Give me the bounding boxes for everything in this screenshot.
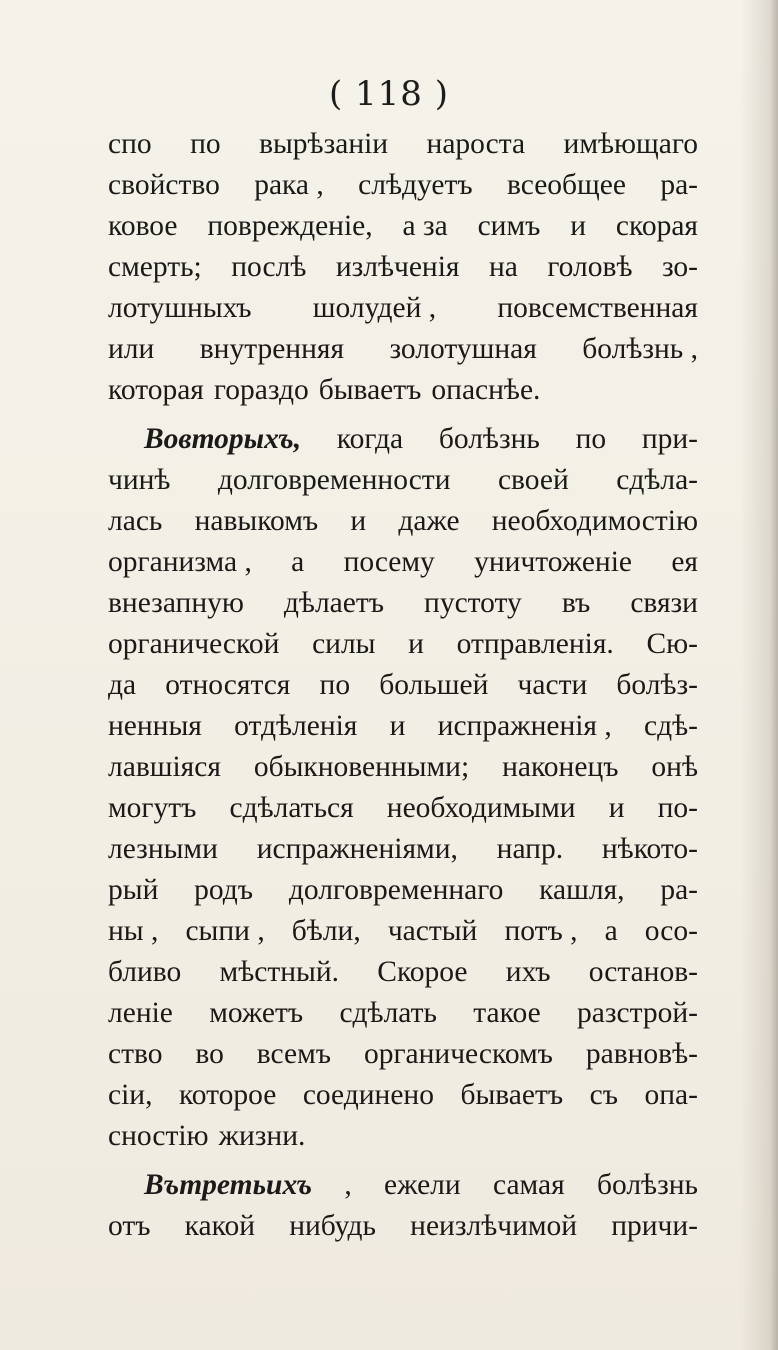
word: болѣз- — [616, 669, 698, 701]
word: сыпи , — [185, 915, 265, 947]
word: отдѣленія — [234, 710, 358, 742]
word: золотушная — [389, 333, 537, 365]
word: связи — [630, 587, 698, 619]
word: испражненія , — [437, 710, 612, 742]
text-line — [108, 993, 698, 1034]
word: своей — [497, 464, 569, 496]
word: нароста — [426, 128, 526, 160]
word: съ — [589, 1079, 618, 1111]
word: нѣкото- — [601, 833, 698, 865]
text-line — [108, 952, 698, 993]
text-line — [108, 288, 698, 329]
word: самая — [492, 1169, 565, 1201]
paragraph-gap — [108, 411, 698, 419]
word: ковое — [108, 210, 178, 242]
word: кашля, — [539, 874, 625, 906]
word: неизлѣчимой — [410, 1210, 578, 1242]
text-line — [108, 583, 698, 624]
text-line — [108, 370, 698, 411]
word: могутъ — [108, 792, 197, 824]
word: внутренняя — [199, 333, 345, 365]
text-line — [108, 165, 698, 206]
text-line — [108, 706, 698, 747]
word: по — [319, 669, 351, 701]
word: имѣющаго — [563, 128, 698, 160]
word: части — [517, 669, 588, 701]
word: а — [291, 546, 305, 578]
text-line — [108, 788, 698, 829]
page-number: ( 118 ) — [328, 74, 450, 114]
word: разстрой- — [577, 997, 698, 1029]
word: отъ — [108, 1210, 151, 1242]
text-line — [108, 206, 698, 247]
word: послѣ — [231, 251, 307, 283]
word: ра- — [660, 169, 698, 201]
word: долговременности — [217, 464, 451, 496]
word: скорая — [615, 210, 698, 242]
word: причи- — [611, 1210, 698, 1242]
word: и — [608, 792, 625, 824]
word: такое — [473, 997, 541, 1029]
word: необходимыми — [386, 792, 576, 824]
word: зо- — [661, 251, 698, 283]
word: пустоту — [424, 587, 522, 619]
word: повсемственная — [497, 292, 698, 324]
word: болѣзнь , — [582, 333, 698, 365]
text-line — [108, 624, 698, 665]
word: , — [344, 1169, 352, 1201]
word: всемъ — [256, 1038, 332, 1070]
word: шолудей , — [312, 292, 437, 324]
word: спо — [108, 128, 152, 160]
word: или — [108, 333, 155, 365]
word: по — [575, 423, 607, 455]
word: а за — [402, 210, 448, 242]
word: можетъ — [209, 997, 304, 1029]
text-line — [108, 247, 698, 288]
word: чинѣ — [108, 464, 171, 496]
word: соединено — [302, 1079, 434, 1111]
word: обыкновенными; — [253, 751, 470, 783]
word: болѣзнь — [438, 423, 540, 455]
word: которая — [108, 374, 204, 406]
word: организма , — [108, 546, 252, 578]
word: гораздо — [213, 374, 309, 406]
word: долговременнаго — [288, 874, 504, 906]
word: сдѣлаться — [229, 792, 354, 824]
word: необходимостію — [491, 505, 698, 537]
word: сдѣла- — [616, 464, 698, 496]
word: слѣдуетъ — [358, 169, 473, 201]
word: равновѣ- — [585, 1038, 698, 1070]
word: органическомъ — [363, 1038, 553, 1070]
word: даже — [398, 505, 460, 537]
word: относятся — [165, 669, 291, 701]
word: посему — [343, 546, 435, 578]
word: осо- — [644, 915, 698, 947]
word: нибудь — [289, 1210, 377, 1242]
word: наконецъ — [502, 751, 619, 783]
word: потъ , — [504, 915, 578, 947]
word: во — [195, 1038, 224, 1070]
text-line — [108, 911, 698, 952]
word: Сю- — [646, 628, 698, 660]
word: а — [604, 915, 618, 947]
word: сдѣ- — [644, 710, 698, 742]
word: навыкомъ — [194, 505, 319, 537]
word: рый — [108, 874, 159, 906]
word: сіи, — [108, 1079, 153, 1111]
word: дѣлаетъ — [283, 587, 385, 619]
word: лезными — [108, 833, 218, 865]
word: ежели — [383, 1169, 461, 1201]
word: ство — [108, 1038, 163, 1070]
text-line — [108, 1206, 698, 1247]
text-line — [108, 747, 698, 788]
text-line — [108, 460, 698, 501]
word: какой — [184, 1210, 256, 1242]
word: по- — [657, 792, 698, 824]
word: испражненіями, — [256, 833, 458, 865]
word: напр. — [496, 833, 564, 865]
word: излѣченія — [335, 251, 460, 283]
word: головѣ — [547, 251, 633, 283]
word: которое — [178, 1079, 277, 1111]
word: леніе — [108, 997, 173, 1029]
text-line — [108, 1165, 698, 1206]
word: рака , — [254, 169, 324, 201]
word: бываетъ — [318, 374, 422, 406]
text-line — [108, 870, 698, 911]
word: въ — [561, 587, 591, 619]
word: симъ — [477, 210, 541, 242]
word: сностію — [108, 1120, 209, 1152]
word: бѣли, — [291, 915, 361, 947]
text-line — [108, 829, 698, 870]
word: органической — [108, 628, 280, 660]
word: уничтоженіе — [474, 546, 632, 578]
word: ихъ — [505, 956, 551, 988]
word: лотушныхъ — [108, 292, 252, 324]
word: смерть; — [108, 251, 202, 283]
paragraph-gap — [108, 1157, 698, 1165]
text-line — [108, 665, 698, 706]
word: опаснѣе. — [431, 374, 541, 406]
word: вырѣзаніи — [259, 128, 389, 160]
word: ны , — [108, 915, 159, 947]
word: и — [389, 710, 406, 742]
word: бываетъ — [460, 1079, 564, 1111]
word: и — [408, 628, 424, 660]
word: свойство — [108, 169, 220, 201]
word: силы — [312, 628, 376, 660]
word: ненныя — [108, 710, 202, 742]
word: всеобщее — [506, 169, 626, 201]
text-line — [108, 419, 698, 460]
word: по — [190, 128, 221, 160]
word: опа- — [644, 1079, 698, 1111]
text-line — [108, 1034, 698, 1075]
word: Скорое — [377, 956, 468, 988]
word: лась — [108, 505, 163, 537]
word: частый — [387, 915, 478, 947]
word: ра- — [660, 874, 698, 906]
word: мѣстный. — [219, 956, 339, 988]
word: отправленія. — [456, 628, 614, 660]
word: онѣ — [651, 751, 698, 783]
word: родъ — [194, 874, 254, 906]
text-line — [108, 542, 698, 583]
text-line — [108, 1075, 698, 1116]
word: когда — [336, 423, 404, 455]
word: и — [570, 210, 587, 242]
word: лавшіяся — [108, 751, 221, 783]
text-line — [108, 329, 698, 370]
word: на — [488, 251, 518, 283]
word: внезапную — [108, 587, 244, 619]
word: поврежденіе, — [207, 210, 373, 242]
word: при- — [641, 423, 698, 455]
word: ея — [671, 546, 698, 578]
word: Вовторыхъ, — [144, 423, 302, 455]
body-text — [108, 124, 698, 1247]
word: болѣзнь — [596, 1169, 698, 1201]
text-line — [108, 1116, 698, 1157]
word: Вътретьихъ — [144, 1169, 313, 1201]
word: и — [350, 505, 367, 537]
word: да — [108, 669, 137, 701]
word: бливо — [108, 956, 182, 988]
word: большей — [379, 669, 489, 701]
word: останов- — [588, 956, 698, 988]
text-line — [108, 501, 698, 542]
text-line — [108, 124, 698, 165]
word: сдѣлать — [339, 997, 437, 1029]
word: жизни. — [218, 1120, 306, 1152]
